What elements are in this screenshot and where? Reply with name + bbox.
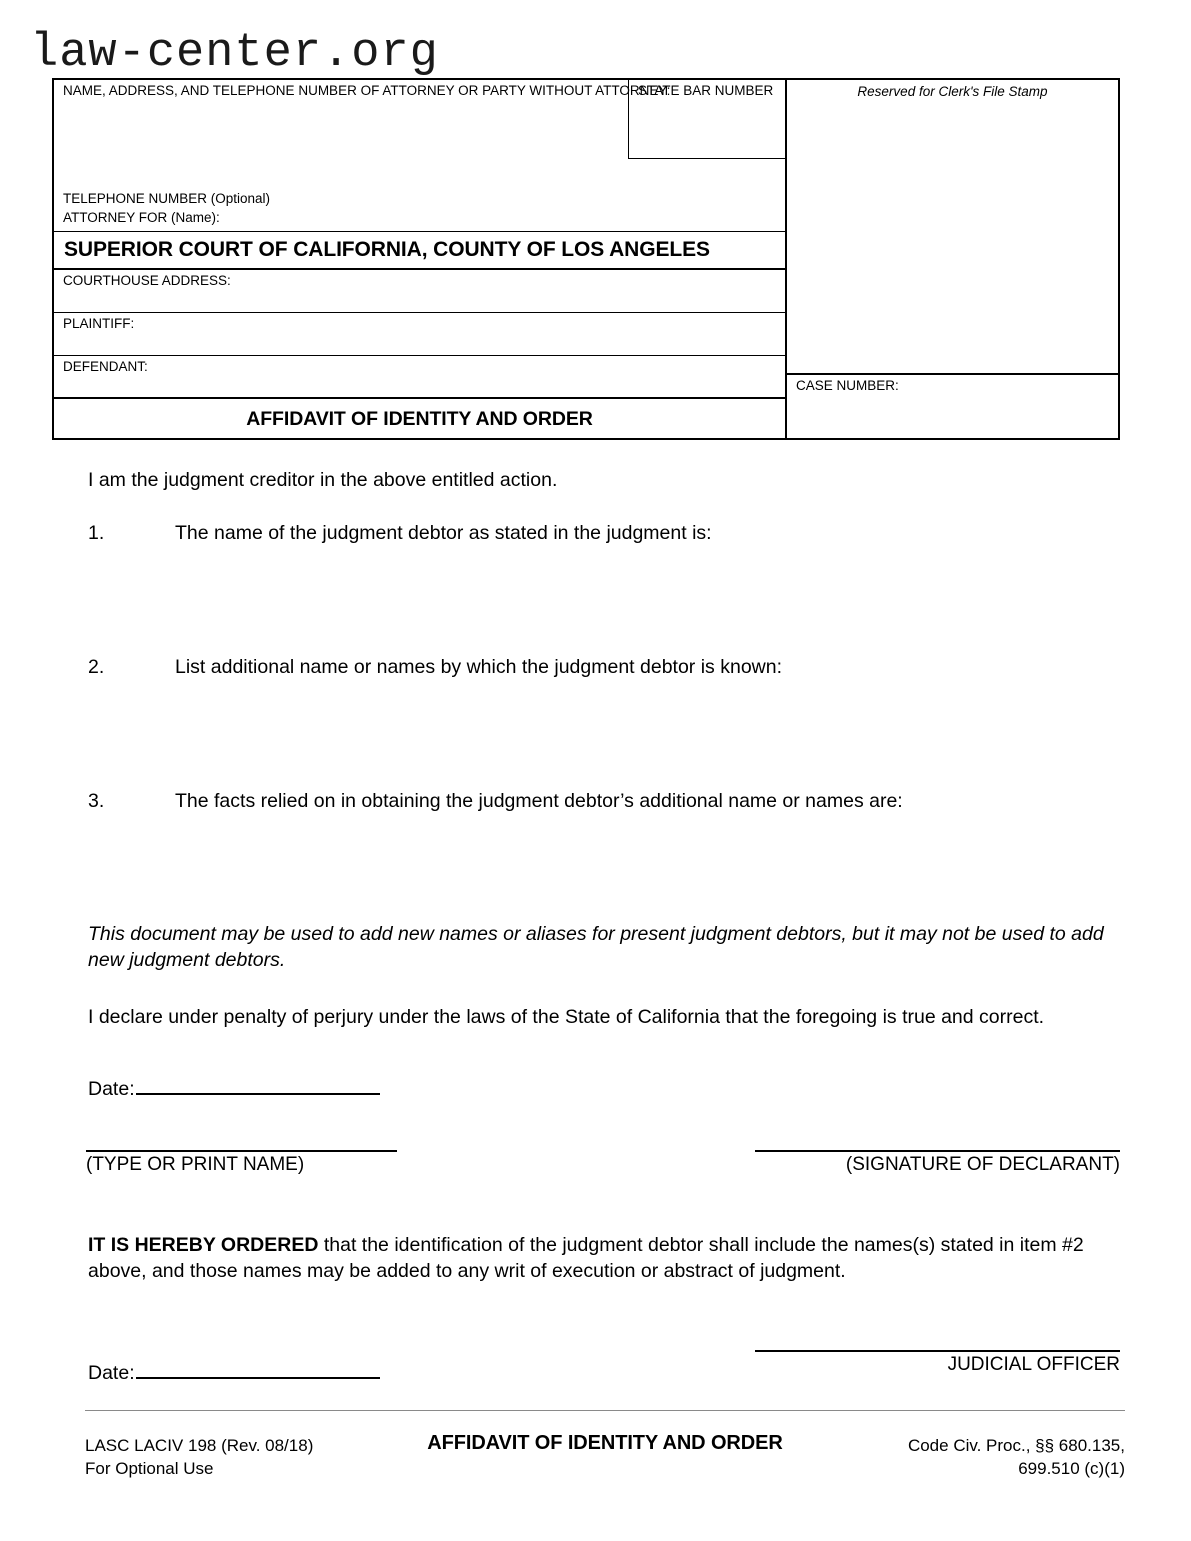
order-paragraph (88, 1233, 1128, 1285)
usage-note: This document may be used to add new names or aliases for present judgment debtors, but it may not be used to add new judgment debtors. (88, 923, 1104, 971)
telephone-attorney-for-cell[interactable] (54, 188, 785, 227)
clerk-file-stamp-label: Reserved for Clerk's File Stamp (857, 84, 1048, 99)
intro-paragraph: I am the judgment creditor in the above entitled action. (88, 469, 558, 491)
judicial-officer-label: JUDICIAL OFFICER (947, 1354, 1120, 1375)
courthouse-address-cell[interactable] (54, 270, 785, 313)
courthouse-address-label: COURTHOUSE ADDRESS: (63, 273, 231, 288)
numbered-item-1 (88, 521, 1098, 547)
state-bar-number-cell[interactable] (628, 80, 787, 159)
site-watermark: law-center.org (30, 27, 439, 80)
attorney-for-label: ATTORNEY FOR (Name): (63, 210, 220, 226)
footer-form-number: LASC LACIV 198 (Rev. 08/18) (85, 1436, 314, 1455)
attorney-info-label: NAME, ADDRESS, AND TELEPHONE NUMBER OF ATTORNEY OR PARTY WITHOUT ATTORNEY: (63, 83, 671, 98)
plaintiff-label: PLAINTIFF: (63, 316, 135, 331)
item-text: The name of the judgment debtor as stated in the judgment is: (175, 522, 712, 544)
case-number-cell[interactable] (787, 375, 1118, 438)
document-title-row (54, 399, 785, 440)
print-name-label: (TYPE OR PRINT NAME) (86, 1154, 305, 1175)
order-date-field[interactable] (88, 1362, 380, 1385)
print-name-field[interactable] (86, 1150, 397, 1176)
caption-left-column (54, 80, 787, 438)
state-bar-number-label: STATE BAR NUMBER (638, 83, 774, 98)
date-label: Date: (88, 1362, 135, 1384)
telephone-number-label: TELEPHONE NUMBER (Optional) (63, 191, 271, 206)
item-text: List additional name or names by which the judgment debtor is known: (175, 656, 783, 678)
court-name: SUPERIOR COURT OF CALIFORNIA, COUNTY OF LOS ANGELES (64, 238, 710, 261)
footer-title: AFFIDAVIT OF IDENTITY AND ORDER (427, 1432, 783, 1454)
declarant-signature-field[interactable] (755, 1150, 1120, 1176)
item-number: 1. (88, 522, 105, 544)
item-number: 2. (88, 656, 105, 678)
document-title: AFFIDAVIT OF IDENTITY AND ORDER (246, 408, 593, 430)
perjury-declaration: I declare under penalty of perjury under the laws of the State of California that the foregoing is true and correct. (88, 1006, 1045, 1028)
caption-right-column (787, 80, 1118, 438)
date-write-in-rule[interactable] (136, 1362, 380, 1379)
item-number: 3. (88, 790, 105, 812)
order-body-text: that the identification of the judgment debtor shall include the names(s) stated in item #2 above, and those names may be added to any writ of execution or abstract of judgment. (88, 1234, 1084, 1282)
order-lead-bold: IT IS HEREBY ORDERED (88, 1234, 319, 1256)
court-name-row (54, 231, 785, 270)
footer-use-note: For Optional Use (85, 1459, 214, 1479)
plaintiff-cell[interactable] (54, 313, 785, 356)
footer-code-line-1: Code Civ. Proc., §§ 680.135, (907, 1436, 1125, 1455)
defendant-label: DEFENDANT: (63, 359, 148, 374)
item-text: The facts relied on in obtaining the judgment debtor’s additional name or names are: (175, 790, 903, 812)
declaration-date-field[interactable] (88, 1078, 380, 1101)
case-number-label: CASE NUMBER: (796, 378, 899, 393)
numbered-item-2 (88, 655, 1098, 681)
date-write-in-rule[interactable] (136, 1078, 380, 1095)
court-caption-box (52, 78, 1120, 440)
numbered-item-3 (88, 789, 1098, 815)
declarant-signature-label: (SIGNATURE OF DECLARANT) (845, 1154, 1120, 1175)
clerk-file-stamp-cell (787, 80, 1118, 375)
footer-code-line-2: 699.510 (c)(1) (1018, 1459, 1125, 1479)
footer-divider (85, 1410, 1125, 1411)
defendant-cell[interactable] (54, 356, 785, 399)
page-footer (85, 1430, 1125, 1490)
attorney-info-cell[interactable] (54, 80, 785, 231)
footer-code-reference (908, 1434, 1125, 1481)
date-label: Date: (88, 1078, 135, 1100)
judicial-officer-signature-field[interactable] (755, 1350, 1120, 1376)
